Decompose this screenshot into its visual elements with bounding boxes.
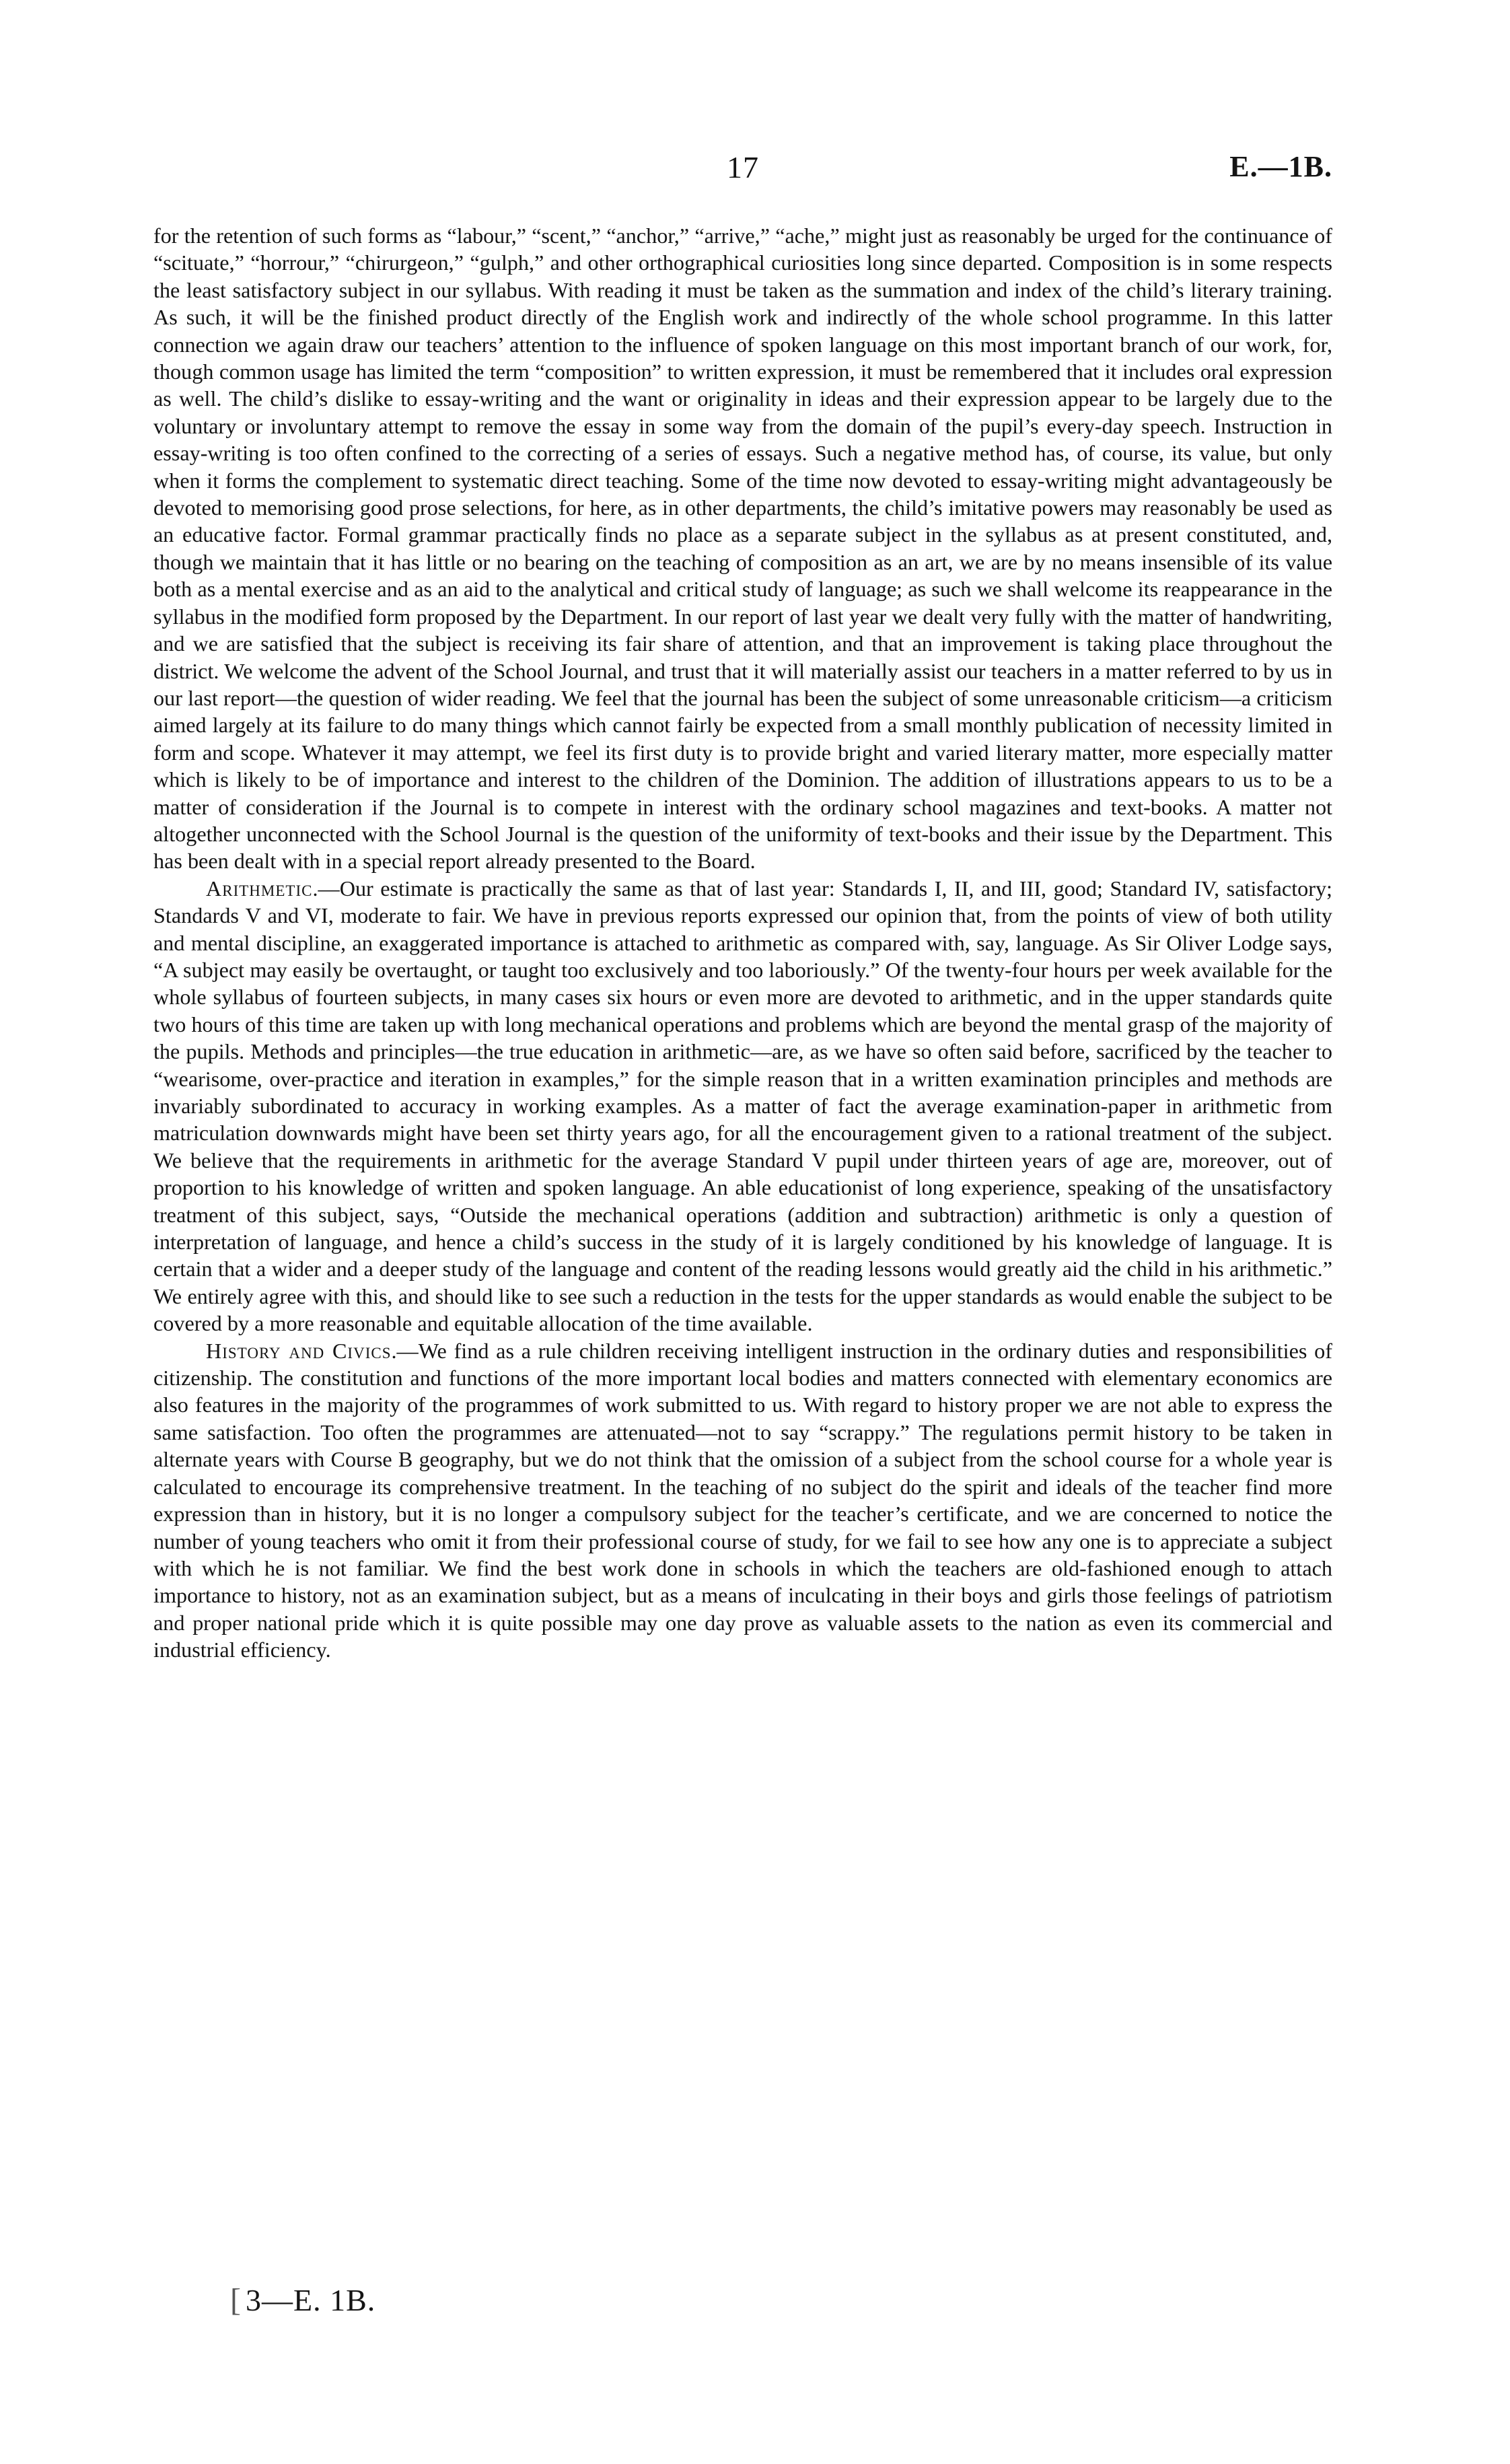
paragraph-history-civics xyxy=(153,1337,1332,1664)
paragraph-text: for the retention of such forms as “labour,” “scent,” “anchor,” “arrive,” “ache,” might just as reasonably be urged for the continuance of “scituate,” “horrour,” “chirurgeon,” “gulph,” and other orthographical curiosities long since departed. Composition is in some respects the least satisfactory subject in our syllabus. With reading it must be taken as the summation and index of the child’s literary training. As such, it will be the finished product directly of the English work and indirectly of the whole school programme. In this latter connection we again draw our teachers’ attention to the influence of spoken language on this most important branch of our work, for, though common usage has limited the term “composition” to written expression, it must be remembered that it includes oral expression as well. The child’s dislike to essay-writing and the want or originality in ideas and their expression appear to be largely due to the voluntary or involuntary attempt to remove the essay in some way from the domain of the pupil’s every-day speech. Instruction in essay-writing is too often confined to the correcting of a series of essays. Such a negative method has, of course, its value, but only when it forms the complement to systematic direct teaching. Some of the time now devoted to essay-writing might advantageously be devoted to memorising good prose selections, for here, as in other departments, the child’s imitative powers may reasonably be used as an educative factor. Formal grammar practically finds no place as a separate subject in the syllabus as at present constituted, and, though we maintain that it has little or no bearing on the teaching of composition as an art, we are by no means insensible of its value both as a mental exercise and as an aid to the analytical and critical study of language; as such we shall welcome its reappearance in the syllabus in the modified form proposed by the Department. In our report of last year we dealt very fully with the matter of handwriting, and we are satisfied that the subject is receiving its fair share of attention, and that an improvement is taking place throughout the district. We welcome the advent of the School Journal, and trust that it will materially assist our teachers in a matter referred to by us in our last report—the question of wider reading. We feel that the journal has been the subject of some unreasonable criticism—a criticism aimed largely at its failure to do many things which cannot fairly be expected from a small monthly publication of necessity limited in form and scope. Whatever it may attempt, we feel its first duty is to provide bright and varied literary matter, more especially matter which is likely to be of importance and interest to the children of the Dominion. The addition of illustrations appears to us to be a matter of consideration if the Journal is to compete in interest with the ordinary school magazines and text-books. A matter not altogether unconnected with the School Journal is the question of the uniformity of text-books and their issue by the Department. This has been dealt with in a special report already presented to the Board. xyxy=(153,223,1332,874)
page-header xyxy=(153,149,1332,190)
printer-signature xyxy=(230,2282,375,2319)
bracket-mark: [ xyxy=(230,2282,242,2318)
paragraph-composition xyxy=(153,222,1332,875)
paragraph-text: .—Our estimate is practically the same as that of last year: Standards I, II, and III, good; Standard IV, satisfactory; Standards V and VI, moderate to fair. We have in previous reports expressed our opinion that, from the points of view of both utility and mental discipline, an exaggerated importance is attached to arithmetic as compared with, say, language. As Sir Oliver Lodge says, “A subject may easily be overtaught, or taught too exclusively and too laboriously.” Of the twenty-four hours per week available for the whole syllabus of fourteen subjects, in many cases six hours or even more are devoted to arithmetic, and in the upper standards quite two hours of this time are taken up with long mechanical operations and problems which are beyond the mental grasp of the majority of the pupils. Methods and principles—the true education in arithmetic—are, as we have so often said before, sacrificed by the teacher to “wearisome, over-practice and iteration in examples,” for the simple reason that in a written examination principles and methods are invariably subordinated to accuracy in working examples. As a matter of fact the average examination-paper in arithmetic from matriculation downwards might have been set thirty years ago, for all the encouragement given to a rational treatment of the subject. We believe that the requirements in arithmetic for the average Standard V pupil under thirteen years of age are, moreover, out of proportion to his knowledge of written and spoken language. An able educationist of long experience, speaking of the unsatisfactory treatment of this subject, says, “Outside the mechanical operations (addition and subtraction) arithmetic is only a question of interpretation of language, and hence a child’s success in the study of it is largely conditioned by his knowledge of language. It is certain that a wider and a deeper study of the language and content of the reading lessons would greatly aid the child in his arithmetic.” We entirely agree with this, and should like to see such a reduction in the tests for the upper standards as would enable the subject to be covered by a more reasonable and equitable allocation of the time available. xyxy=(153,876,1332,1336)
signature-text: 3—E. 1B. xyxy=(245,2283,376,2317)
body-text xyxy=(153,222,1332,1664)
paragraph-text: .—We find as a rule children receiving intelligent instruction in the ordinary duties and responsibilities of citizenship. The constitution and functions of the more important local bodies and matters connected with elementary economics are also features in the majority of the programmes of work submitted to us. With regard to history proper we are not able to express the same satisfaction. Too often the programmes are attenuated—not to say “scrappy.” The regulations permit history to be taken in alternate years with Course B geography, but we do not think that the omission of a subject from the school course for a whole year is calculated to encourage its comprehensive treatment. In the teaching of no subject do the spirit and ideals of the teacher find more expression than in history, but it is no longer a compulsory subject for the teacher’s certificate, and we are concerned to notice the number of young teachers who omit it from their professional course of study, for we fail to see how any one is to appreciate a subject with which he is not familiar. We find the best work done in schools in which the teachers are old-fashioned enough to attach importance to history, not as an examination subject, but as a means of inculcating in their boys and girls those feelings of patriotism and proper national pride which it is quite possible may one day prove as valuable assets to the nation as even its commercial and industrial efficiency. xyxy=(153,1338,1332,1662)
page-number: 17 xyxy=(727,150,759,184)
document-code: E.—1B. xyxy=(1229,150,1332,183)
section-heading-arithmetic: Arithmetic xyxy=(206,876,313,901)
section-heading-history-civics: History and Civics xyxy=(206,1338,392,1363)
paragraph-arithmetic xyxy=(153,875,1332,1337)
